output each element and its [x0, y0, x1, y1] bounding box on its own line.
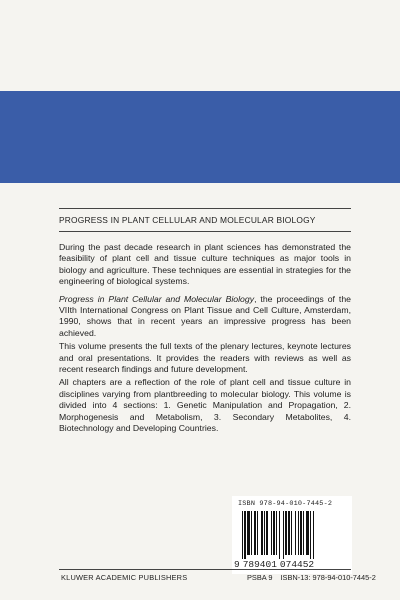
blurb-paragraph-2-rest: , the proceedings of the VIIth International Congress on Plant Tissue and Cell Culture, Amsterdam, 1990, shows that in recent years an impressive progress has been achieved.: [59, 293, 351, 338]
barcode-stripe: [271, 511, 272, 555]
barcode-stripe: [279, 511, 280, 559]
barcode: [232, 496, 352, 574]
series-code: PSBA 9: [247, 573, 273, 582]
heading-divider: [59, 231, 351, 232]
blurb-paragraph-1: During the past decade research in plant sciences has demonstrated the feasibility of plant cell and tissue culture techniques as major tools in biology and agriculture. These techniques are essential in strategies for the engineering of biological systems.: [59, 242, 351, 287]
blurb-paragraph-2: [59, 294, 351, 340]
barcode-digits-left: 789401: [242, 559, 277, 570]
book-title-italic: Progress in Plant Cellular and Molecular Biology: [59, 293, 255, 304]
barcode-stripe: [283, 511, 284, 559]
publisher-name: KLUWER ACADEMIC PUBLISHERS: [61, 573, 188, 582]
barcode-stripe: [257, 511, 258, 555]
barcode-stripe: [298, 511, 299, 555]
barcode-stripe: [285, 511, 287, 555]
blurb-paragraph-4: All chapters are a reflection of the role of plant cell and tissue culture in disciplines varying from plantbreeding to molecular biology. This volume is divided into 4 sections: 1. Genetic Manipulation and Propagation, 2. Morphogenesis and Metabolism, 3. Secondary Metabolites, 4. Biotechnology and Developing Countries.: [59, 377, 351, 434]
barcode-stripe: [273, 511, 275, 555]
barcode-stripe: [261, 511, 263, 555]
blurb-paragraph-3: This volume presents the full texts of the plenary lectures, keynote lectures and oral presentations. It provides the readers with reviews as well as recent research findings and future development.: [59, 341, 351, 375]
barcode-stripe: [264, 511, 265, 555]
barcode-stripe: [251, 511, 252, 555]
barcode-stripe: [276, 511, 277, 555]
blue-band: [0, 91, 400, 183]
barcode-digits-right: 074452: [279, 559, 315, 570]
barcode-bars: [242, 511, 342, 559]
barcode-stripe: [300, 511, 302, 555]
top-divider: [59, 208, 351, 209]
barcode-stripe: [244, 511, 246, 559]
footer-codes: [247, 573, 384, 582]
barcode-stripe: [242, 511, 243, 559]
barcode-stripe: [266, 511, 268, 555]
book-heading: PROGRESS IN PLANT CELLULAR AND MOLECULAR BIOLOGY: [59, 215, 316, 225]
barcode-stripe: [288, 511, 290, 555]
barcode-stripe: [310, 511, 311, 559]
barcode-stripe: [254, 511, 256, 555]
barcode-stripe: [306, 511, 309, 555]
barcode-isbn-label: ISBN 978-94-010-7445-2: [238, 500, 333, 508]
footer-isbn: ISBN-13: 978-94-010-7445-2: [280, 573, 376, 582]
barcode-stripe: [313, 511, 314, 559]
barcode-stripe: [247, 511, 250, 555]
barcode-stripe: [295, 511, 296, 555]
barcode-digit-lead: 9: [234, 559, 240, 570]
footer-divider: [59, 569, 351, 570]
blurb-text: [59, 242, 351, 437]
barcode-stripe: [303, 511, 304, 555]
barcode-stripe: [291, 511, 292, 555]
